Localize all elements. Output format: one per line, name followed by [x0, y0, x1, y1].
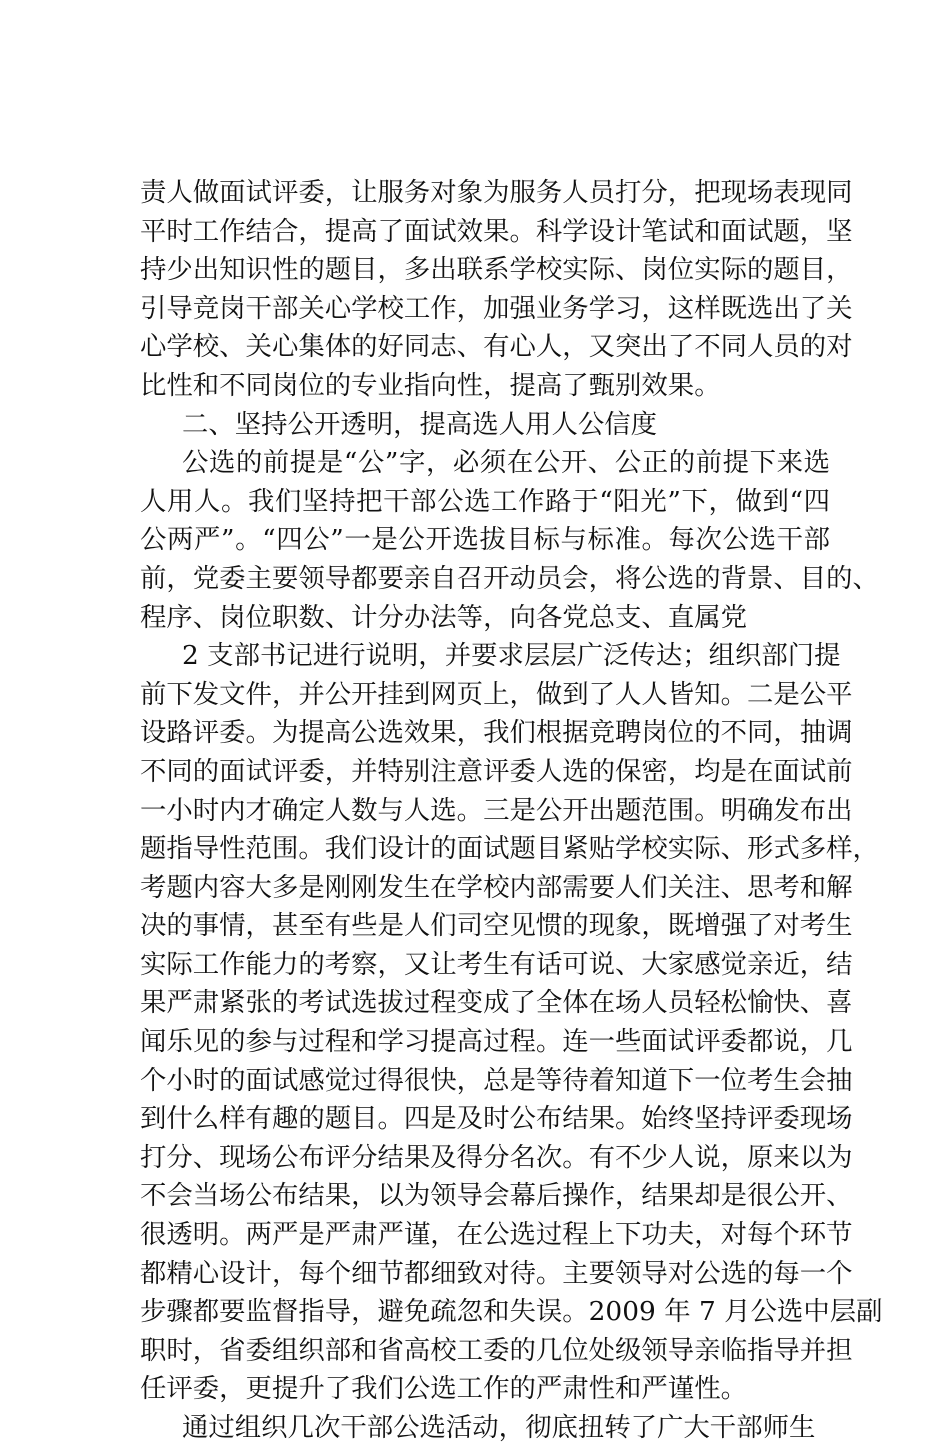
text-line: 题指导性范围。我们设计的面试题目紧贴学校实际、形式多样，: [140, 833, 879, 865]
text-line: 不会当场公布结果，以为领导会幕后操作，结果却是很公开、: [140, 1180, 853, 1212]
text-line: 职时，省委组织部和省高校工委的几位处级领导亲临指导并担: [140, 1334, 853, 1366]
text-line: 责人做面试评委，让服务对象为服务人员打分，把现场表现同: [140, 177, 853, 208]
text-line: 前下发文件，并公开挂到网页上，做到了人人皆知。二是公平: [140, 678, 853, 710]
text-line: 公选的前提是“公”字，必须在公开、公正的前提下来选: [182, 447, 830, 479]
text-line: 都精心设计，每个细节都细致对待。主要领导对公选的每一个: [140, 1257, 853, 1289]
body-text: [140, 174, 883, 1448]
text-line: 任评委，更提升了我们公选工作的严肃性和严谨性。: [140, 1373, 747, 1405]
text-line: 人用人。我们坚持把干部公选工作路于“阳光”下，做到“四: [140, 485, 830, 517]
text-line: 步骤都要监督指导，避免疏忽和失误。2009 年 7 月公选中层副: [140, 1296, 883, 1328]
text-line: 程序、岗位职数、计分办法等，向各党总支、直属党: [140, 601, 747, 633]
text-line: 持少出知识性的题目，多出联系学校实际、岗位实际的题目，: [140, 254, 853, 286]
text-line: 个小时的面试感觉过得很快，总是等待着知道下一位考生会抽: [140, 1064, 853, 1096]
text-line: 二、坚持公开透明，提高选人用人公信度: [182, 408, 658, 440]
text-line: 设路评委。为提高公选效果，我们根据竞聘岗位的不同，抽调: [140, 717, 853, 749]
text-line: 打分、现场公布评分结果及得分名次。有不少人说，原来以为: [140, 1141, 853, 1173]
text-line: 不同的面试评委，并特别注意评委人选的保密，均是在面试前: [140, 755, 853, 787]
text-line: 决的事情，甚至有些是人们司空见惯的现象，既增强了对考生: [140, 910, 853, 942]
text-line: 2 支部书记进行说明，并要求层层广泛传达；组织部门提: [182, 640, 841, 672]
text-line: 比性和不同岗位的专业指向性，提高了甄别效果。: [140, 369, 721, 401]
text-line: 很透明。两严是严肃严谨，在公选过程上下功夫，对每个环节: [140, 1219, 853, 1251]
text-line: 通过组织几次干部公选活动，彻底扭转了广大干部师生: [182, 1412, 816, 1443]
text-line: 一小时内才确定人数与人选。三是公开出题范围。明确发布出: [140, 794, 853, 826]
text-line: 平时工作结合，提高了面试效果。科学设计笔试和面试题，坚: [140, 215, 853, 247]
text-line: 前，党委主要领导都要亲自召开动员会，将公选的背景、目的、: [140, 562, 879, 594]
text-line: 到什么样有趣的题目。四是及时公布结果。始终坚持评委现场: [140, 1103, 853, 1135]
text-line: 公两严”。“四公”一是公开选拔目标与标准。每次公选干部: [140, 524, 830, 556]
text-line: 心学校、关心集体的好同志、有心人，又突出了不同人员的对: [140, 331, 853, 363]
text-line: 实际工作能力的考察，又让考生有话可说、大家感觉亲近，结: [140, 948, 853, 980]
text-line: 引导竞岗干部关心学校工作，加强业务学习，这样既选出了关: [140, 292, 853, 324]
text-line: 果严肃紧张的考试选拔过程变成了全体在场人员轻松愉快、喜: [140, 987, 853, 1019]
text-line: 考题内容大多是刚刚发生在学校内部需要人们关注、思考和解: [140, 871, 853, 903]
text-line: 闻乐见的参与过程和学习提高过程。连一些面试评委都说，几: [140, 1026, 853, 1058]
